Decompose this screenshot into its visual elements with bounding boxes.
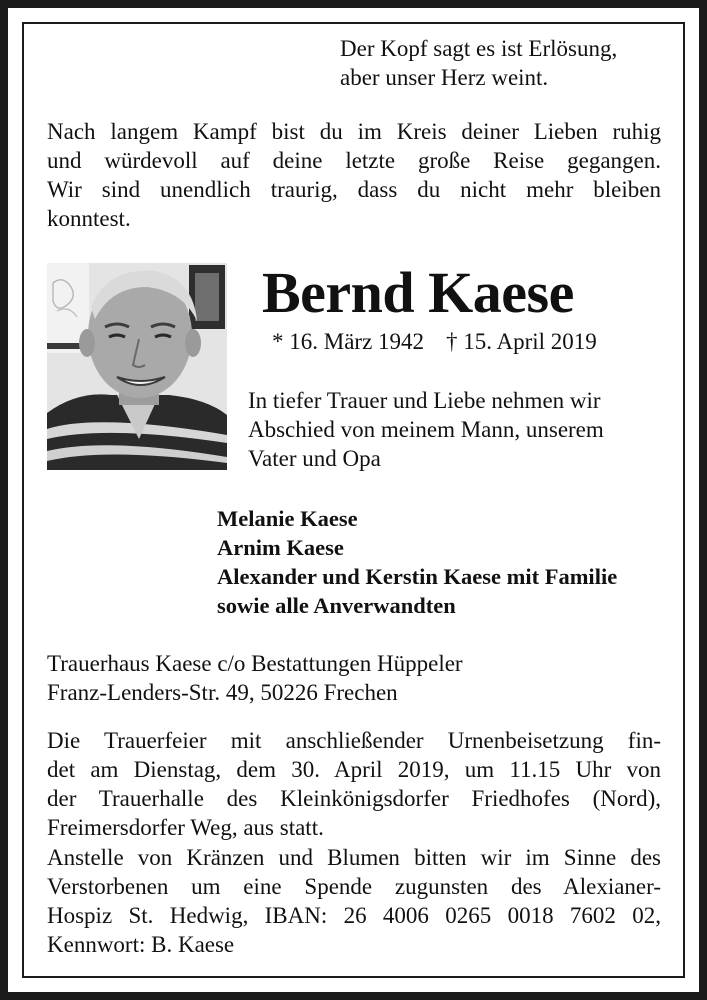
portrait-illustration — [47, 263, 227, 470]
ceremony-line: Die Trauerfeier mit anschließender Urnenbeisetzung fin- — [47, 728, 661, 753]
mourner-name: sowie alle Anverwandten — [217, 593, 456, 618]
address-line: Franz-Lenders-Str. 49, 50226 Frechen — [47, 680, 398, 705]
grief-line: Abschied von meinem Mann, unserem — [248, 417, 604, 442]
mourner-name: Melanie Kaese — [217, 506, 358, 531]
mourner-name: Alexander und Kerstin Kaese mit Familie — [217, 564, 618, 589]
donation-line: Verstorbenen um eine Spende zugunsten des Alexianer- — [47, 874, 661, 899]
donation-notice — [47, 843, 661, 959]
address-line: Trauerhaus Kaese c/o Bestattungen Hüppeler — [47, 651, 463, 676]
grief-line: Vater und Opa — [248, 446, 381, 471]
death-date: † 15. April 2019 — [446, 329, 597, 354]
ceremony-line: det am Dienstag, dem 30. April 2019, um 11.15 Uhr von — [47, 757, 661, 782]
ceremony-line: Freimersdorfer Weg, aus statt. — [47, 815, 324, 840]
donation-line: Kennwort: B. Kaese — [47, 932, 235, 957]
birth-date: * 16. März 1942 — [272, 329, 425, 354]
intro-line: konntest. — [47, 206, 131, 231]
life-dates — [272, 327, 597, 356]
quote-line: aber unser Herz weint. — [340, 65, 549, 90]
grief-statement — [248, 386, 604, 473]
ceremony-line: der Trauerhalle des Kleinkönigsdorfer Friedhofes (Nord), — [47, 786, 661, 811]
donation-line: Hospiz St. Hedwig, IBAN: 26 4006 0265 0018 7602 02, — [47, 903, 661, 928]
intro-line: Nach langem Kampf bist du im Kreis deiner Lieben ruhig — [47, 119, 661, 144]
intro-text — [47, 117, 661, 233]
portrait-photo — [47, 263, 227, 470]
mourning-address — [47, 649, 463, 707]
opening-quote — [340, 34, 617, 92]
deceased-name: Bernd Kaese — [262, 260, 574, 325]
mourners-list — [217, 504, 617, 620]
grief-line: In tiefer Trauer und Liebe nehmen wir — [248, 388, 601, 413]
mourner-name: Arnim Kaese — [217, 535, 344, 560]
intro-line: und würdevoll auf deine letzte große Reise gegangen. — [47, 148, 661, 173]
donation-line: Anstelle von Kränzen und Blumen bitten wir im Sinne des — [47, 845, 661, 870]
intro-line: Wir sind unendlich traurig, dass du nicht mehr bleiben — [47, 177, 661, 202]
quote-line: Der Kopf sagt es ist Erlösung, — [340, 36, 618, 61]
ceremony-notice — [47, 726, 661, 842]
